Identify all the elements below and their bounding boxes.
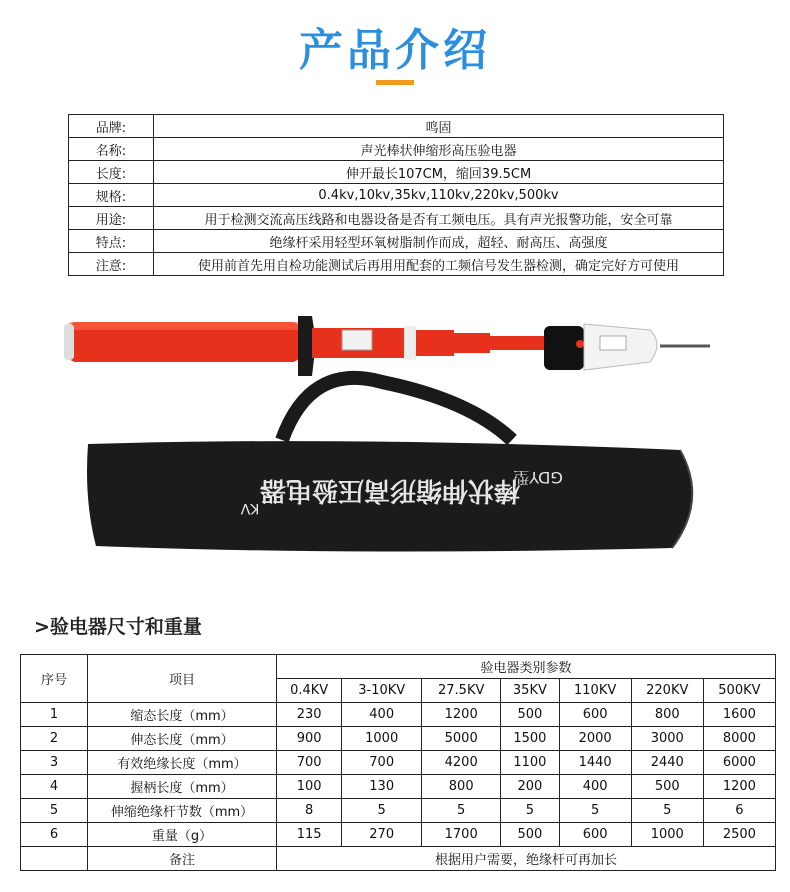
bag-kv-text: KV [240,500,260,516]
row-value: 130 [342,775,422,799]
row-value: 1440 [559,751,631,775]
row-value: 400 [342,703,422,727]
spec-label: 品牌: [69,115,154,138]
row-value: 5 [501,799,559,823]
spec-label: 用途: [69,207,154,230]
row-value: 2500 [703,823,775,847]
header-voltage: 220KV [631,679,703,703]
row-value: 100 [277,775,342,799]
note-empty [21,847,88,871]
row-value: 800 [422,775,501,799]
spec-value: 伸开最长107CM，缩回39.5CM [154,161,724,184]
row-index: 1 [21,703,88,727]
row-value: 3000 [631,727,703,751]
page-title: 产品介绍 [299,25,491,76]
row-index: 2 [21,727,88,751]
header-voltage: 27.5KV [422,679,501,703]
spec-row [69,161,724,184]
row-value: 8 [277,799,342,823]
header-params: 验电器类别参数 [277,655,776,679]
row-index: 5 [21,799,88,823]
spec-label: 注意: [69,253,154,276]
header-index: 序号 [21,655,88,703]
spec-label: 规格: [69,184,154,207]
spec-row [69,138,724,161]
row-index: 6 [21,823,88,847]
row-value: 5000 [422,727,501,751]
table-row [21,727,776,751]
header-voltage: 35KV [501,679,559,703]
row-value: 1700 [422,823,501,847]
row-value: 1200 [422,703,501,727]
row-value: 800 [631,703,703,727]
row-value: 900 [277,727,342,751]
row-value: 230 [277,703,342,727]
product-photo [60,300,730,575]
row-value: 5 [559,799,631,823]
table-row [21,823,776,847]
row-value: 700 [277,751,342,775]
spec-row [69,230,724,253]
row-value: 1500 [501,727,559,751]
table-row [21,775,776,799]
spec-label: 名称: [69,138,154,161]
row-item: 缩态长度（mm） [88,703,277,727]
row-value: 1000 [631,823,703,847]
row-value: 8000 [703,727,775,751]
spec-table [68,114,724,276]
header-voltage: 500KV [703,679,775,703]
row-value: 5 [342,799,422,823]
row-value: 200 [501,775,559,799]
row-value: 5 [631,799,703,823]
row-value: 6000 [703,751,775,775]
spec-value: 使用前首先用自检功能测试后再用用配套的工频信号发生器检测，确定完好方可使用 [154,253,724,276]
row-value: 5 [422,799,501,823]
row-value: 2440 [631,751,703,775]
row-value: 600 [559,703,631,727]
row-value: 270 [342,823,422,847]
detector-stick [64,316,710,376]
spec-value: 0.4kv,10kv,35kv,110kv,220kv,500kv [154,184,724,207]
carrying-bag [87,378,692,552]
row-value: 400 [559,775,631,799]
row-value: 4200 [422,751,501,775]
row-value: 1100 [501,751,559,775]
spec-value: 用于检测交流高压线路和电器设备是否有工频电压。具有声光报警功能，安全可靠 [154,207,724,230]
note-row [21,847,776,871]
row-value: 115 [277,823,342,847]
spec-label: 长度: [69,161,154,184]
dimension-table [20,654,776,871]
row-value: 2000 [559,727,631,751]
row-item: 重量（g） [88,823,277,847]
row-item: 有效绝缘长度（mm） [88,751,277,775]
table-row [21,703,776,727]
spec-label: 特点: [69,230,154,253]
note-label: 备注 [88,847,277,871]
row-item: 握柄长度（mm） [88,775,277,799]
row-value: 1600 [703,703,775,727]
spec-row [69,184,724,207]
row-value: 1000 [342,727,422,751]
table-row [21,799,776,823]
bag-model-text: GDY型 [513,468,563,487]
row-value: 600 [559,823,631,847]
header-voltage: 110KV [559,679,631,703]
title-underline [376,80,414,85]
row-item: 伸态长度（mm） [88,727,277,751]
header-item: 项目 [88,655,277,703]
table-row [21,751,776,775]
row-value: 1200 [703,775,775,799]
spec-row [69,207,724,230]
spec-value: 声光棒状伸缩形高压验电器 [154,138,724,161]
row-index: 4 [21,775,88,799]
row-value: 500 [631,775,703,799]
row-index: 3 [21,751,88,775]
row-item: 伸缩绝缘杆节数（mm） [88,799,277,823]
section-title: >验电器尺寸和重量 [34,616,202,638]
row-value: 500 [501,703,559,727]
spec-value: 鸣固 [154,115,724,138]
header-voltage: 0.4KV [277,679,342,703]
spec-value: 绝缘杆采用轻型环氧树脂制作而成，超轻、耐高压、高强度 [154,230,724,253]
header-voltage: 3-10KV [342,679,422,703]
row-value: 500 [501,823,559,847]
spec-row [69,115,724,138]
row-value: 6 [703,799,775,823]
note-value: 根据用户需要，绝缘杆可再加长 [277,847,776,871]
spec-row [69,253,724,276]
row-value: 700 [342,751,422,775]
bag-product-name: 棒状伸缩形高压验电器 [259,475,521,505]
